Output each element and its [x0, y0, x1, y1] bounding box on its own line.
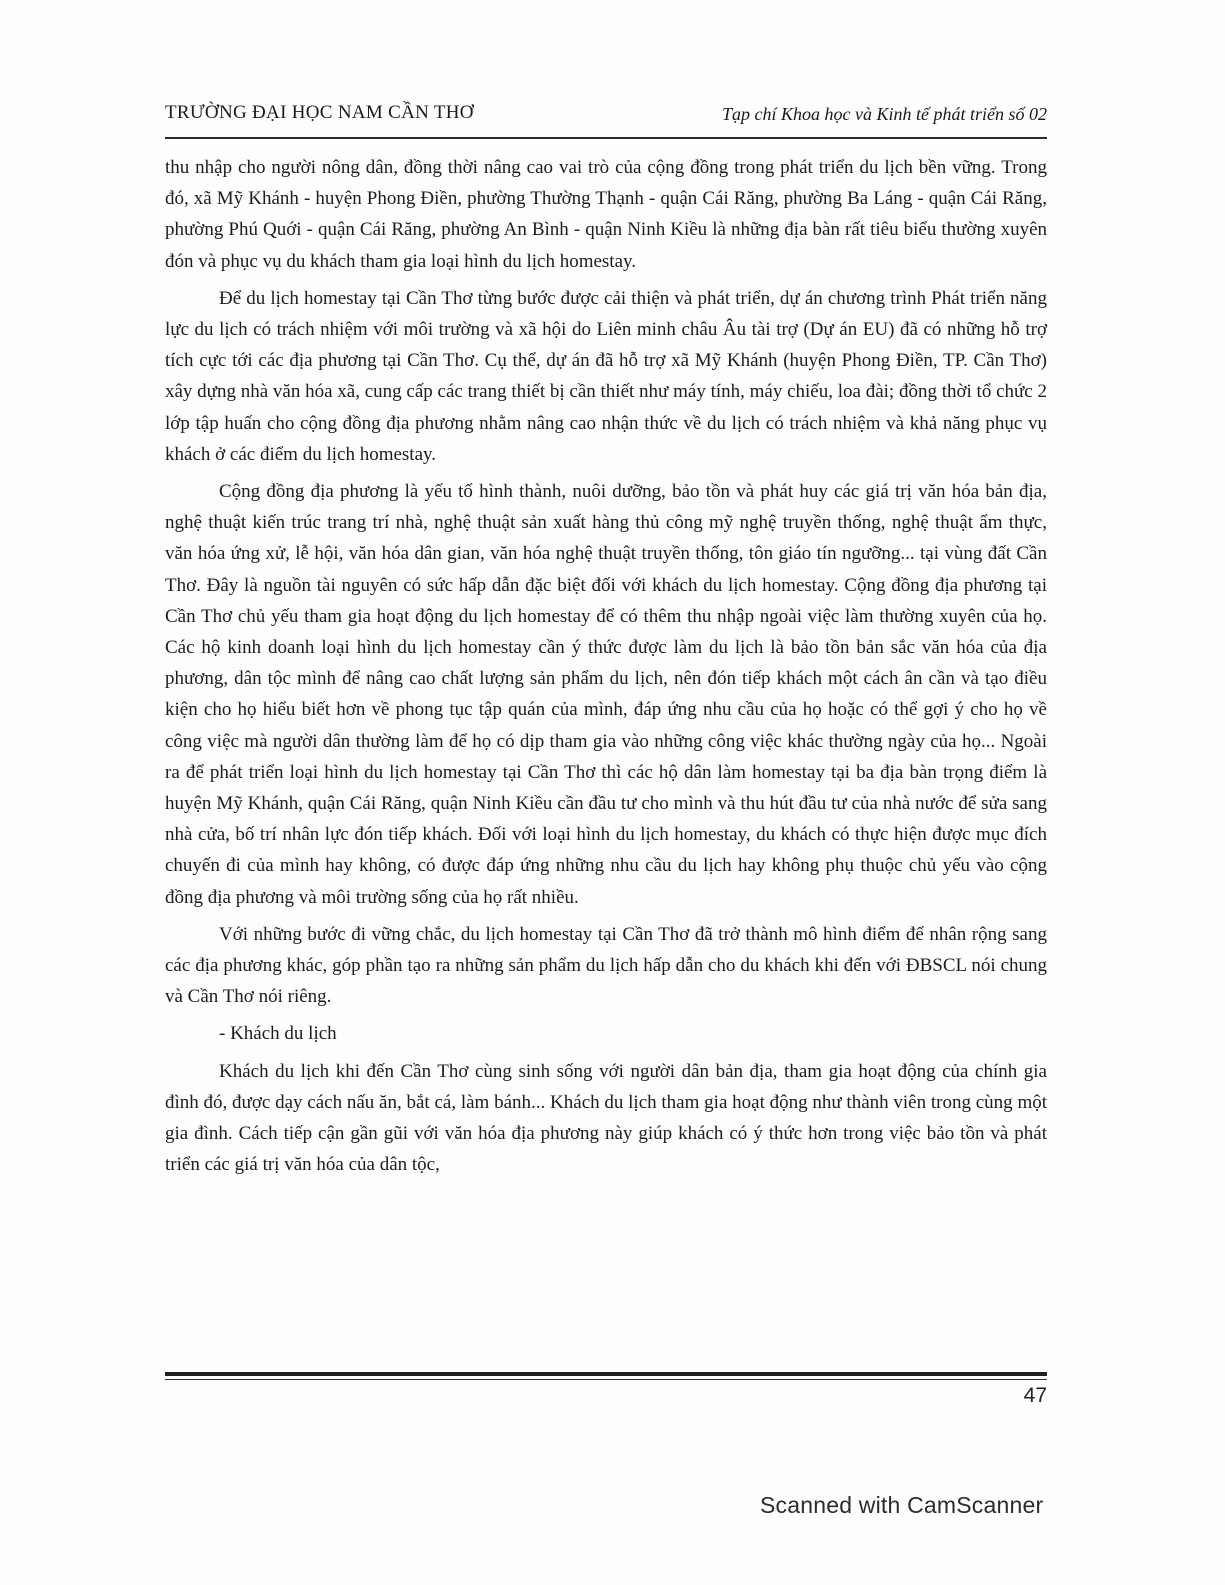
page-number: 47 [1023, 1384, 1047, 1407]
running-header [165, 98, 1047, 136]
subheading-tourists: - Khách du lịch [219, 1023, 337, 1045]
header-divider [165, 137, 1047, 139]
scanner-watermark: Scanned with CamScanner [760, 1492, 1044, 1518]
paragraph-tourists: Khách du lịch khi đến Cần Thơ cùng sinh sống với người dân bản địa, tham gia hoạt động của chính gia đình đó, được dạy cách nấu ăn, bắt cá, làm bánh... Khách du lịch tham gia hoạt động như thành viên trong cùng một gia đình. Cách tiếp cận gần gũi với văn hóa địa phương này giúp khách có ý thức hơn trong việc bảo tồn và phát triển các giá trị văn hóa của dân tộc, [165, 1060, 1047, 1176]
paragraph-local-community: Cộng đồng địa phương là yếu tố hình thành, nuôi dưỡng, bảo tồn và phát huy các giá trị văn hóa bản địa, nghệ thuật kiến trúc trang trí nhà, nghệ thuật sản xuất hàng thủ công mỹ nghệ truyền thống, nghệ thuật ẩm thực, văn hóa ứng xử, lễ hội, văn hóa dân gian, văn hóa nghệ thuật truyền thống, tôn giáo tín ngưỡng... tại vùng đất Cần Thơ. Đây là nguồn tài nguyên có sức hấp dẫn đặc biệt đối với khách du lịch homestay. Cộng đồng địa phương tại Cần Thơ chủ yếu tham gia hoạt động du lịch homestay để có thêm thu nhập ngoài việc làm thường xuyên của họ. Các hộ kinh doanh loại hình du lịch homestay cần ý thức được làm du lịch là bảo tồn bản sắc văn hóa của địa phương, dân tộc mình để nâng cao chất lượng sản phẩm du lịch, nên đón tiếp khách một cách ân cần và tạo điều kiện cho họ hiểu biết hơn về phong tục tập quán của mình, đáp ứng nhu cầu của họ hoặc có thể gợi ý cho họ về công việc mà người dân thường làm để họ có dịp tham gia vào những công việc khác thường ngày của họ... Ngoài ra để phát triển loại hình du lịch homestay tại Cần Thơ thì các hộ dân làm homestay tại ba địa bàn trọng điểm là huyện Mỹ Khánh, quận Cái Răng, quận Ninh Kiều cần đầu tư cho mình và thu hút đầu tư của nhà nước để sửa sang nhà cửa, bố trí nhân lực đón tiếp khách. Đối với loại hình du lịch homestay, du khách có thực hiện được mục đích chuyến đi của mình hay không, có được đáp ứng những nhu cầu du lịch hay không phụ thuộc chủ yếu vào cộng đồng địa phương và môi trường sống của họ rất nhiều. [165, 481, 1047, 908]
paragraph-eu-project: Để du lịch homestay tại Cần Thơ từng bước được cải thiện và phát triển, dự án chương trình Phát triển năng lực du lịch có trách nhiệm với môi trường và xã hội do Liên minh châu Âu tài trợ (Dự án EU) đã có những hỗ trợ tích cực tới các địa phương tại Cần Thơ. Cụ thể, dự án đã hỗ trợ xã Mỹ Khánh (huyện Phong Điền, TP. Cần Thơ) xây dựng nhà văn hóa xã, cung cấp các trang thiết bị cần thiết như máy tính, máy chiếu, loa đài; đồng thời tổ chức 2 lớp tập huấn cho cộng đồng địa phương nhằm nâng cao nhận thức về du lịch có trách nhiệm và khả năng phục vụ khách ở các điểm du lịch homestay. [165, 287, 1047, 465]
footer-divider-thick [165, 1372, 1047, 1376]
header-journal-title: Tạp chí Khoa học và Kinh tế phát triển số 02 [722, 104, 1047, 124]
paragraph-model-development: Với những bước đi vững chắc, du lịch homestay tại Cần Thơ đã trở thành mô hình điểm để nhân rộng sang các địa phương khác, góp phần tạo ra những sản phẩm du lịch hấp dẫn cho du khách khi đến với ĐBSCL nói chung và Cần Thơ nói riêng. [165, 923, 1047, 1008]
article-body [165, 152, 1047, 1187]
paragraph-continued: thu nhập cho người nông dân, đồng thời nâng cao vai trò của cộng đồng trong phát triển du lịch bền vững. Trong đó, xã Mỹ Khánh - huyện Phong Điền, phường Thường Thạnh - quận Cái Răng, phường Ba Láng - quận Cái Răng, phường Phú Quới - quận Cái Răng, phường An Bình - quận Ninh Kiều là những địa bàn rất tiêu biểu thường xuyên đón và phục vụ du khách tham gia loại hình du lịch homestay. [165, 157, 1047, 272]
header-institution: TRƯỜNG ĐẠI HỌC NAM CẦN THƠ [165, 102, 474, 123]
footer-divider-thin [165, 1379, 1047, 1380]
